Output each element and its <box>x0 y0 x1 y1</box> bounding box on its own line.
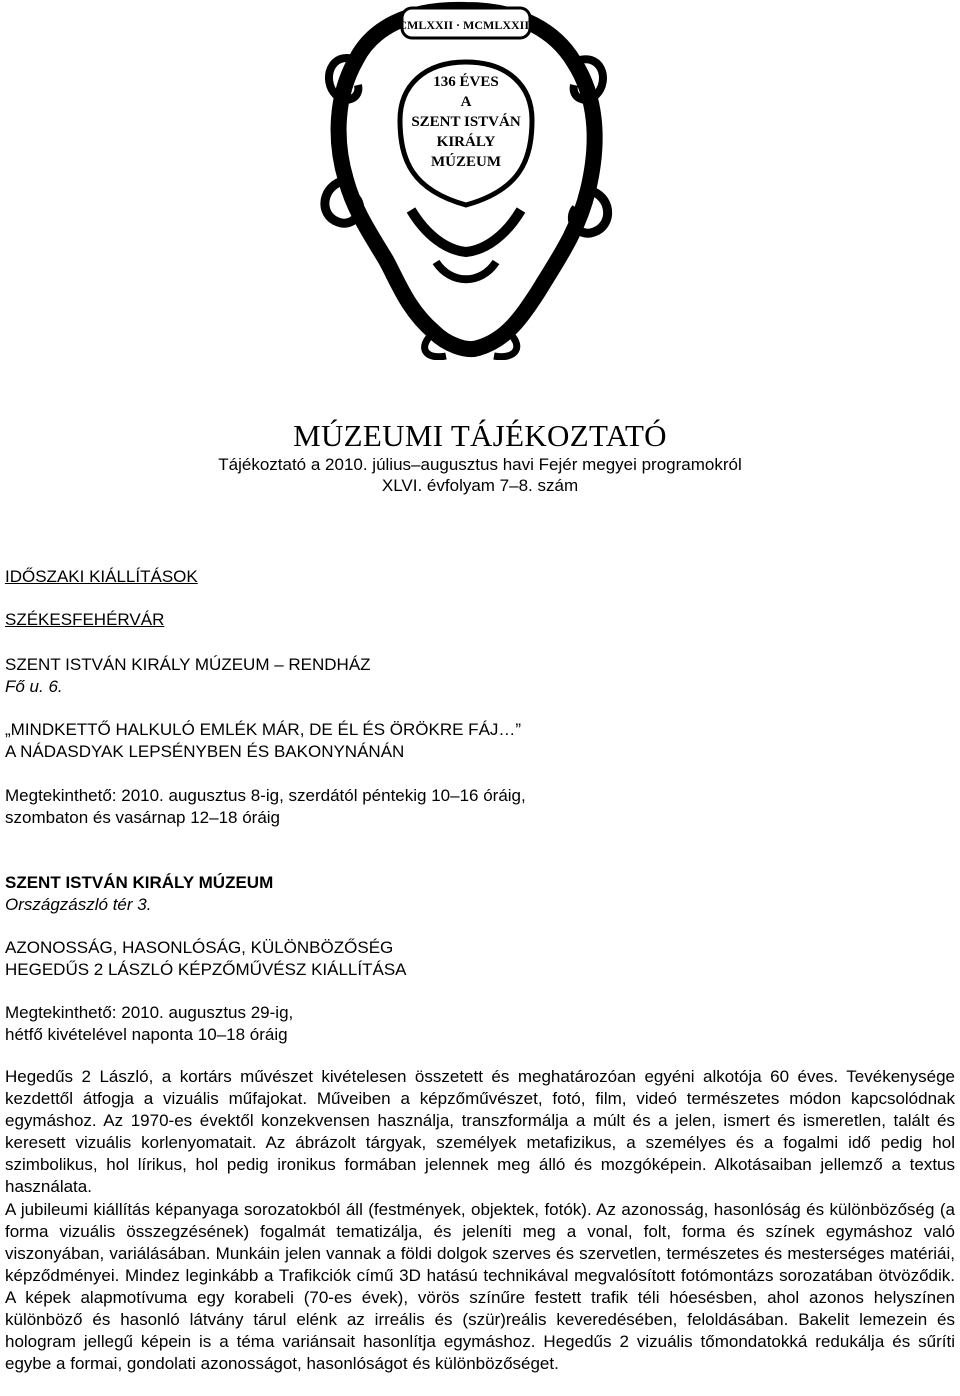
exhibition-description <box>5 1066 955 1375</box>
subtitle: Tájékoztató a 2010. július–augusztus havi Fejér megyei programokról <box>218 455 742 474</box>
logo-line-3: SZENT ISTVÁN <box>411 114 521 130</box>
logo-line-1: 136 ÉVES <box>433 74 499 90</box>
venue1-hours: Megtekinthető: 2010. augusztus 8-ig, szerdától péntekig 10–16 óráig, <box>5 786 526 805</box>
venue1-exhibition-subtitle: A NÁDASDYAK LEPSÉNYBEN ÉS BAKONYNÁNÁN <box>5 742 405 761</box>
venue2-exhibition-subtitle: HEGEDŰS 2 LÁSZLÓ KÉPZŐMŰVÉSZ KIÁLLÍTÁSA <box>5 960 407 979</box>
logo-line-2: A <box>460 94 472 110</box>
city-heading: SZÉKESFEHÉRVÁR <box>5 610 165 629</box>
page-title: MÚZEUMI TÁJÉKOZTATÓ <box>293 418 667 453</box>
logo-line-5: MÚZEUM <box>431 154 501 170</box>
logo-line-4: KIRÁLY <box>436 134 496 150</box>
venue2-hours: Megtekinthető: 2010. augusztus 29-ig, <box>5 1003 294 1022</box>
volume-info: XLVI. évfolyam 7–8. szám <box>381 476 579 495</box>
venue2-hours-days: hétfő kivételével naponta 10–18 óráig <box>5 1025 288 1044</box>
venue1-hours-weekend: szombaton és vasárnap 12–18 óráig <box>5 808 281 827</box>
description-paragraph-1: Hegedűs 2 László, a kortárs művészet kivételesen összetett és meghatározóan egyéni alkotója 60 éves. Tevékenysége kezdettől átfogja a vizuális műfajokat. Műveiben a képzőművészet, fotó, film, videó természetes módon kapcsolódnak egymáshoz. Az 1970-es évektől konzekvensen használja, transzformálja a múlt és a jelen, ismert és ismeretlen, talált és keresett vizuális korlenyomatait. Az ábrázolt tárgyak, személyek metafizikus, a személyes és a fogalmi idő pedig hol szimbolikus, hol lírikus, hol pedig ironikus formában jelennek meg álló és mozgóképein. Alkotásaiban jellemző a textus használata. <box>5 1067 955 1197</box>
section-heading: IDŐSZAKI KIÁLLÍTÁSOK <box>5 567 198 586</box>
venue2-exhibition-title: AZONOSSÁG, HASONLÓSÁG, KÜLÖNBÖZŐSÉG <box>5 938 394 957</box>
museum-logo <box>316 0 616 360</box>
logo-band-text: CMLXXII · MCMLXXIII <box>398 18 534 32</box>
venue2-name: SZENT ISTVÁN KIRÁLY MÚZEUM <box>5 873 274 892</box>
venue2-address: Országzászló tér 3. <box>5 895 152 914</box>
venue1-exhibition-title: „MINDKETTŐ HALKULÓ EMLÉK MÁR, DE ÉL ÉS ÖRÖKRE FÁJ…” <box>5 720 522 739</box>
venue1-address: Fő u. 6. <box>5 677 63 696</box>
venue1-name: SZENT ISTVÁN KIRÁLY MÚZEUM – RENDHÁZ <box>5 655 371 674</box>
description-paragraph-2: A jubileumi kiállítás képanyaga sorozatokból áll (festmények, objektek, fotók). Az azonosság, hasonlóság és különbözőség (a forma vizuális összegzésének) fogalmát tematizálja, és jeleníti meg a vonal, folt, forma és színek egymáshoz való viszonyában, variálásában. Munkáin jelen vannak a földi dolgok szerves és szervetlen, természetes és mesterséges matériái, képződményei. Mindez leginkább a Trafikciók című 3D hatású technikával megvalósított fotómontázs sorozatában ötvöződik. A képek alapmotívuma egy korabeli (70-es évek), vörös színűre festett trafik téli hóesésben, ahol azonos helyszínen különböző és hasonló látvány tárul elénk az irreális és (szür)reális keveredésében, feloldásában. Bakelit lemezein és hologram jellegű képein is a téma variánsait hasonlítja egymáshoz. Hegedűs 2 vizuális tőmondatokká redukálja és sűríti egybe a formai, gondolati azonosságot, hasonlóságot és különbözőséget. <box>5 1199 955 1374</box>
